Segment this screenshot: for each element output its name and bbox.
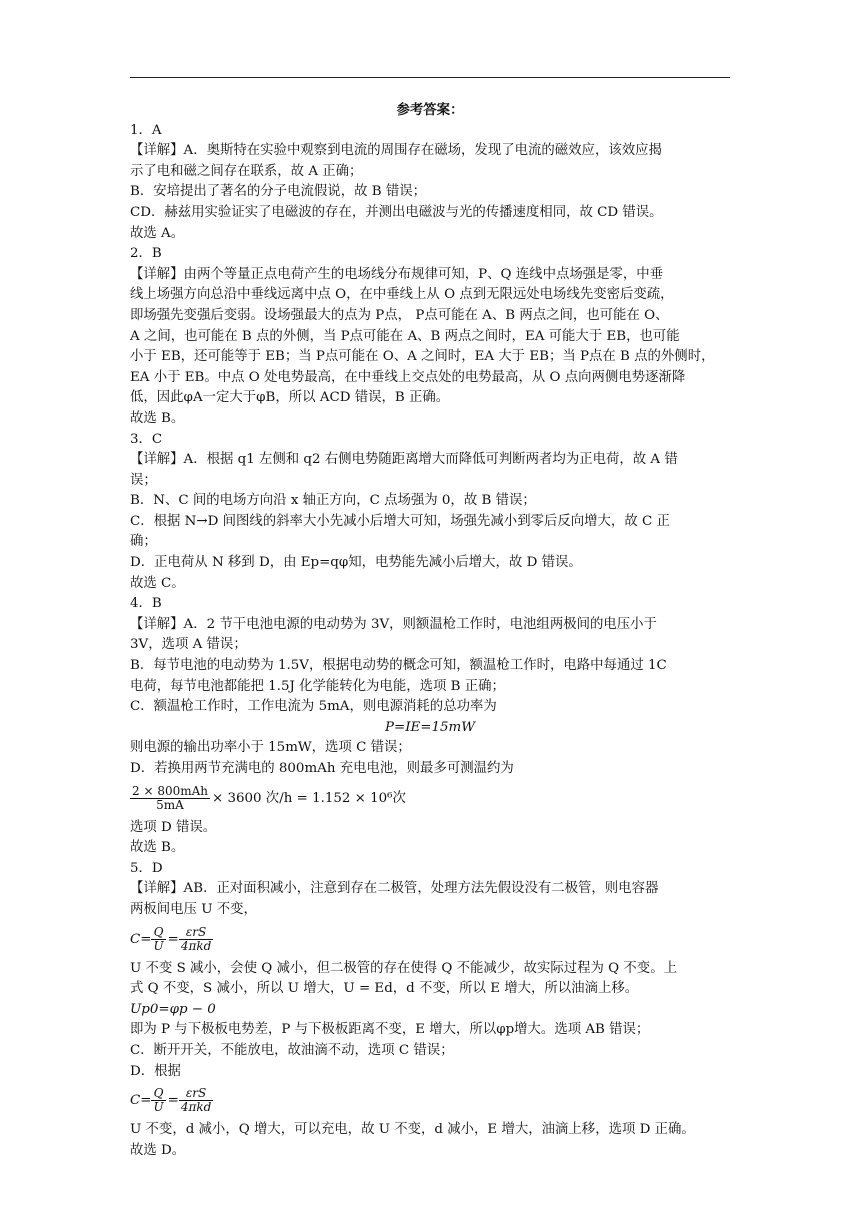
- text-line: D．根据: [130, 1063, 181, 1079]
- text-line: 【详解】A．奥斯特在实验中观察到电流的周围存在磁场，发现了电流的磁效应，该效应揭: [130, 143, 662, 159]
- text-line: 【详解】A．2 节干电池电源的电动势为 3V，则额温枪工作时，电池组两极间的电压小于: [130, 616, 657, 632]
- text-line: 【详解】A．根据 q1 左侧和 q2 右侧电势随距离增大而降低可判断两者均为正电荷，故 A 错: [130, 452, 678, 468]
- formula-potential-difference: Up0=φp − 0: [130, 1001, 216, 1017]
- text-line: 选项 D 错误。: [130, 819, 217, 835]
- text-line: 线上场强方向总沿中垂线远离中点 O，在中垂线上从 O 点到无限远处电场线先变密后变疏，: [130, 287, 674, 303]
- text-line: C．断开开关，不能放电，故油滴不动，选项 C 错误；: [130, 1042, 454, 1058]
- text-line: C．根据 N→D 间图线的斜率大小先减小后增大可知，场强先减小到零后反向增大，故 C 正: [130, 513, 670, 529]
- formula-rest: × 3600 次/h = 1.152 × 10⁶次: [212, 790, 406, 806]
- fraction-numerator: Q: [151, 926, 165, 940]
- text-line: B．安培提出了著名的分子电流假说，故 B 错误；: [130, 184, 427, 200]
- text-line: 故选 A。: [130, 225, 185, 241]
- text-line: 3．C: [130, 431, 163, 447]
- text-line: 3V，选项 A 错误；: [130, 637, 247, 653]
- text-line: 误；: [130, 472, 157, 488]
- text-line: CD．赫兹用实验证实了电磁波的存在，并测出电磁波与光的传播速度相同，故 CD 错误。: [130, 204, 663, 220]
- document-body: [130, 100, 730, 1161]
- fraction-denominator: 4πkd: [180, 1100, 212, 1115]
- text-line: 示了电和磁之间存在联系，故 A 正确；: [130, 163, 363, 179]
- text-line: 【详解】AB．正对面积减小，注意到存在二极管，处理方法先假设没有二极管，则电容器: [130, 881, 659, 897]
- fraction: [179, 1087, 213, 1114]
- text-line: D．若换用两节充满电的 800mAh 充电电池，则最多可测温约为: [130, 761, 514, 776]
- header-rule: [130, 77, 730, 78]
- formula-lhs: C=: [130, 931, 152, 947]
- fraction-numerator: εrS: [179, 1087, 213, 1101]
- text-line: 低，因此φA一定大于φB，所以 ACD 错误，B 正确。: [130, 390, 450, 406]
- text-line: 故选 D。: [130, 1142, 186, 1158]
- fraction-denominator: U: [153, 938, 164, 953]
- fraction-numerator: Q: [151, 1087, 165, 1101]
- text-line: 即场强先变强后变弱。设场强最大的点为 P点， P点可能在 A、B 两点之间，也可能在 O、: [130, 307, 669, 323]
- text-line: 故选 B。: [130, 840, 185, 856]
- text-line: 电荷，每节电池都能把 1.5J 化学能转化为电能，选项 B 正确；: [130, 678, 505, 694]
- text-line: EA 小于 EB。中点 O 处电势最高，在中垂线上交点处的电势最高，从 O 点向两侧电势逐渐降: [130, 369, 686, 385]
- text-line: 确；: [130, 534, 157, 550]
- text-line: C．额温枪工作时，工作电流为 5mA，则电源消耗的总功率为: [130, 699, 497, 715]
- page-title: 参考答案：: [396, 102, 464, 118]
- fraction: [130, 785, 210, 812]
- text-line: U 不变，d 减小，Q 增大，可以充电，故 U 不变，d 减小，E 增大，油滴上移，选项 D 正确。: [130, 1122, 695, 1138]
- text-line: 5．D: [130, 860, 163, 876]
- formula-lhs: C=: [130, 1093, 152, 1109]
- text-line: U 不变 S 减小，会使 Q 减小，但二极管的存在使得 Q 不能减少，故实际过程为 Q 不变。上: [130, 960, 677, 976]
- formula-equals: =: [167, 931, 179, 947]
- formula-equals: =: [167, 1093, 179, 1109]
- text-line: 【详解】由两个等量正点电荷产生的电场线分布规律可知，P、Q 连线中点场强是零，中垂: [130, 266, 664, 282]
- fraction-denominator: 4πkd: [180, 938, 212, 953]
- text-line: 则电源的输出功率小于 15mW，选项 C 错误；: [130, 740, 411, 756]
- fraction: [151, 1087, 165, 1114]
- fraction: [151, 926, 165, 953]
- formula-capacitance: [130, 921, 730, 959]
- text-line: 1．A: [130, 122, 162, 138]
- text-line: 两板间电压 U 不变，: [130, 901, 257, 917]
- text-line: B．N、C 间的电场方向沿 x 轴正方向，C 点场强为 0，故 B 错误；: [130, 493, 536, 509]
- text-line: 故选 B。: [130, 410, 185, 426]
- text-line: 2．B: [130, 246, 162, 262]
- formula-power: P=IE=15mW: [384, 719, 475, 735]
- text-line: A 之间，也可能在 B 点的外侧，当 P点可能在 A、B 两点之间时，EA 可能大于 EB，也可能: [130, 328, 680, 344]
- fraction-numerator: εrS: [179, 926, 213, 940]
- formula-capacitance-2: [130, 1082, 730, 1120]
- text-line: D．正电荷从 N 移到 D，由 Ep=qφ知，电势能先减小后增大，故 D 错误。: [130, 555, 582, 571]
- fraction: [179, 926, 213, 953]
- fraction-denominator: U: [153, 1100, 164, 1115]
- formula-measure-count: [130, 780, 730, 818]
- fraction-denominator: 5mA: [156, 797, 184, 812]
- text-line: 4．B: [130, 596, 162, 612]
- text-line: 故选 C。: [130, 575, 185, 591]
- text-line: 式 Q 不变，S 减小，所以 U 增大，U = Ed，d 不变，所以 E 增大，所以油滴上移。: [130, 981, 639, 997]
- fraction-numerator: 2 × 800mAh: [132, 783, 208, 798]
- text-line: 即为 P 与下极板电势差，P 与下极板距离不变，E 增大，所以φp增大。选项 AB 错误；: [130, 1022, 650, 1038]
- text-line: 小于 EB，还可能等于 EB；当 P点可能在 O、A 之间时，EA 大于 EB；当 P点在 B 点的外侧时，: [130, 349, 715, 365]
- text-line: B．每节电池的电动势为 1.5V，根据电动势的概念可知，额温枪工作时，电路中每通过 1C: [130, 658, 667, 674]
